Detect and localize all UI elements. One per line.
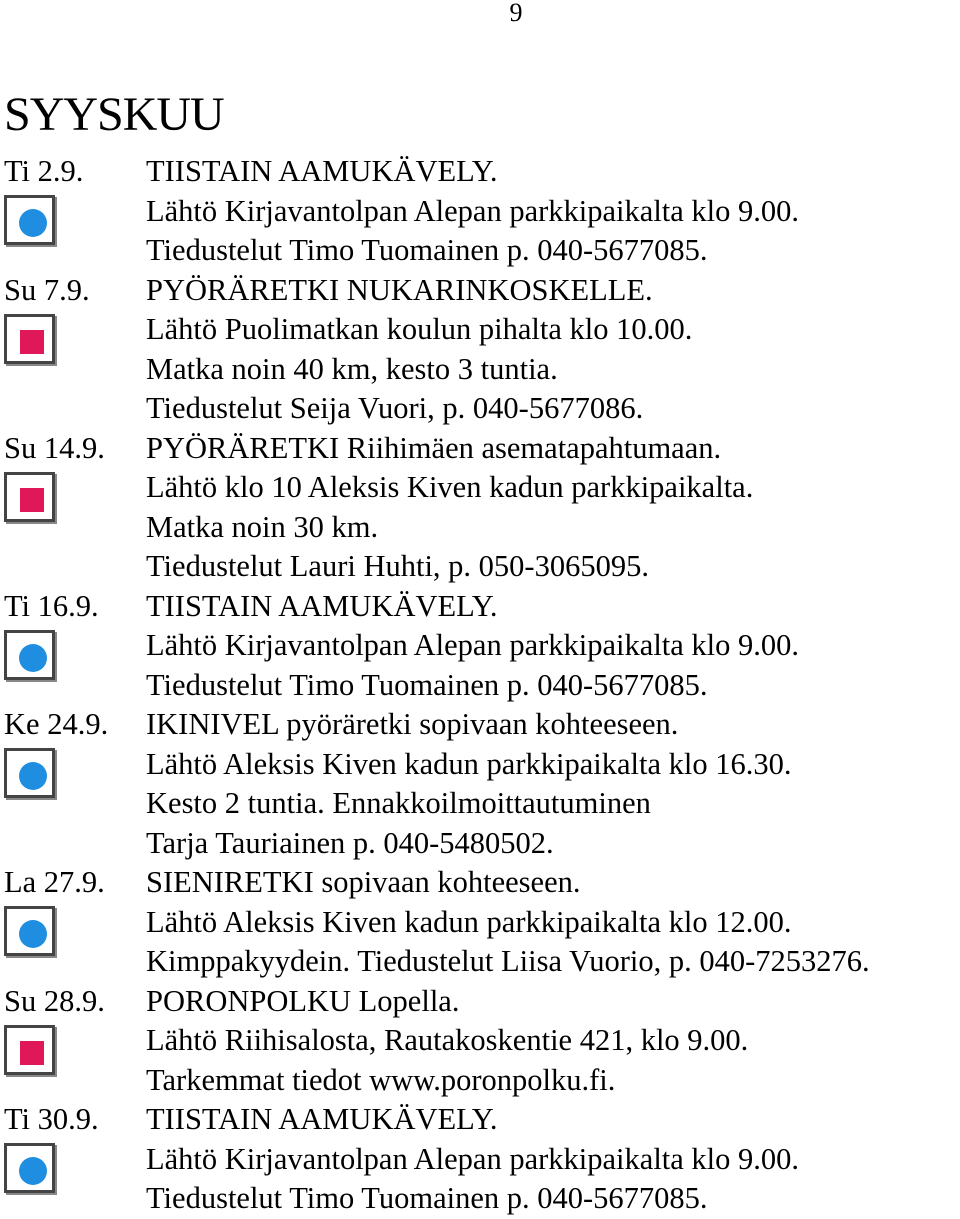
event-line xyxy=(0,508,960,548)
event-title: PORONPOLKU Lopella. xyxy=(146,983,460,1018)
event-line xyxy=(0,784,960,824)
event-item xyxy=(0,863,960,982)
event-list xyxy=(0,152,960,1219)
event-date: Ke 24.9. xyxy=(4,707,109,741)
event-detail: Lähtö Riihisalosta, Rautakoskentie 421, klo 9.00. xyxy=(146,1023,749,1057)
square-symbol xyxy=(20,488,44,512)
page-number: 9 xyxy=(509,0,523,27)
event-item xyxy=(0,705,960,863)
blue-circle-icon xyxy=(4,630,55,680)
event-detail: Lähtö klo 10 Aleksis Kiven kadun parkkipaikalta. xyxy=(146,470,754,504)
red-square-icon xyxy=(4,314,55,364)
event-title: IKINIVEL pyöräretki sopivaan kohteeseen. xyxy=(146,707,679,741)
event-item xyxy=(0,429,960,587)
event-line xyxy=(0,1140,960,1180)
event-date: Su 7.9. xyxy=(4,272,90,307)
event-line xyxy=(0,1100,960,1140)
event-title: PYÖRÄRETKI NUKARINKOSKELLE. xyxy=(146,272,653,307)
event-date: Ti 2.9. xyxy=(4,154,84,188)
event-detail: Lähtö Aleksis Kiven kadun parkkipaikalta klo 16.30. xyxy=(146,746,792,781)
event-date: Su 14.9. xyxy=(4,430,105,465)
event-line xyxy=(0,705,960,745)
event-detail: Kimppakyydein. Tiedustelut Liisa Vuorio, p. 040-7253276. xyxy=(146,944,870,978)
event-line xyxy=(0,152,960,192)
event-line xyxy=(0,389,960,429)
event-date: Su 28.9. xyxy=(4,983,105,1018)
event-line xyxy=(0,547,960,587)
event-detail: Matka noin 40 km, kesto 3 tuntia. xyxy=(146,351,558,386)
event-line xyxy=(0,1061,960,1101)
event-date: Ti 30.9. xyxy=(4,1102,99,1136)
event-detail: Tiedustelut Timo Tuomainen p. 040-5677085. xyxy=(146,667,708,702)
blue-circle-icon xyxy=(4,906,55,956)
event-date: La 27.9. xyxy=(4,865,105,899)
event-item xyxy=(0,271,960,429)
event-detail: Tiedustelut Lauri Huhti, p. 050-3065095. xyxy=(146,549,649,583)
event-detail: Tarkemmat tiedot www.poronpolku.fi. xyxy=(146,1062,616,1097)
event-item xyxy=(0,982,960,1101)
circle-symbol xyxy=(19,920,47,948)
event-item xyxy=(0,1100,960,1219)
event-item xyxy=(0,587,960,706)
event-line xyxy=(0,903,960,943)
event-line xyxy=(0,231,960,271)
month-title: SYYSKUU xyxy=(4,88,224,141)
event-detail: Tiedustelut Timo Tuomainen p. 040-5677085. xyxy=(146,1181,708,1215)
event-date: Ti 16.9. xyxy=(4,588,99,623)
event-title: TIISTAIN AAMUKÄVELY. xyxy=(146,1102,498,1136)
event-line xyxy=(0,1179,960,1219)
square-symbol xyxy=(20,1041,44,1065)
event-detail: Tiedustelut Timo Tuomainen p. 040-5677085. xyxy=(146,233,708,267)
event-line xyxy=(0,626,960,666)
event-detail: Lähtö Kirjavantolpan Alepan parkkipaikalta klo 9.00. xyxy=(146,628,800,662)
event-detail: Lähtö Puolimatkan koulun pihalta klo 10.00. xyxy=(146,312,693,346)
event-title: TIISTAIN AAMUKÄVELY. xyxy=(146,588,498,623)
event-line xyxy=(0,192,960,232)
circle-symbol xyxy=(19,209,47,237)
event-title: TIISTAIN AAMUKÄVELY. xyxy=(146,154,498,188)
event-item xyxy=(0,152,960,271)
event-line xyxy=(0,587,960,627)
blue-circle-icon xyxy=(4,195,55,245)
event-line xyxy=(0,745,960,785)
blue-circle-icon xyxy=(4,1143,55,1193)
event-detail: Lähtö Kirjavantolpan Alepan parkkipaikalta klo 9.00. xyxy=(146,193,800,228)
event-line xyxy=(0,429,960,469)
event-line xyxy=(0,942,960,982)
event-detail: Lähtö Aleksis Kiven kadun parkkipaikalta klo 12.00. xyxy=(146,904,792,939)
red-square-icon xyxy=(4,1025,55,1075)
square-symbol xyxy=(20,330,44,354)
circle-symbol xyxy=(19,762,47,790)
event-line xyxy=(0,824,960,864)
circle-symbol xyxy=(19,644,47,672)
event-line xyxy=(0,310,960,350)
event-line xyxy=(0,271,960,311)
event-line xyxy=(0,350,960,390)
event-detail: Kesto 2 tuntia. Ennakkoilmoittautuminen xyxy=(146,786,651,820)
event-detail: Matka noin 30 km. xyxy=(146,509,379,544)
event-detail: Tiedustelut Seija Vuori, p. 040-5677086. xyxy=(146,391,644,425)
event-title: SIENIRETKI sopivaan kohteeseen. xyxy=(146,865,581,899)
red-square-icon xyxy=(4,472,55,522)
event-detail: Lähtö Kirjavantolpan Alepan parkkipaikalta klo 9.00. xyxy=(146,1141,800,1176)
event-detail: Tarja Tauriainen p. 040-5480502. xyxy=(146,825,554,860)
event-line xyxy=(0,863,960,903)
event-line xyxy=(0,468,960,508)
event-line xyxy=(0,1021,960,1061)
event-line xyxy=(0,666,960,706)
circle-symbol xyxy=(19,1157,47,1185)
blue-circle-icon xyxy=(4,748,55,798)
event-title: PYÖRÄRETKI Riihimäen asematapahtumaan. xyxy=(146,430,722,465)
event-line xyxy=(0,982,960,1022)
